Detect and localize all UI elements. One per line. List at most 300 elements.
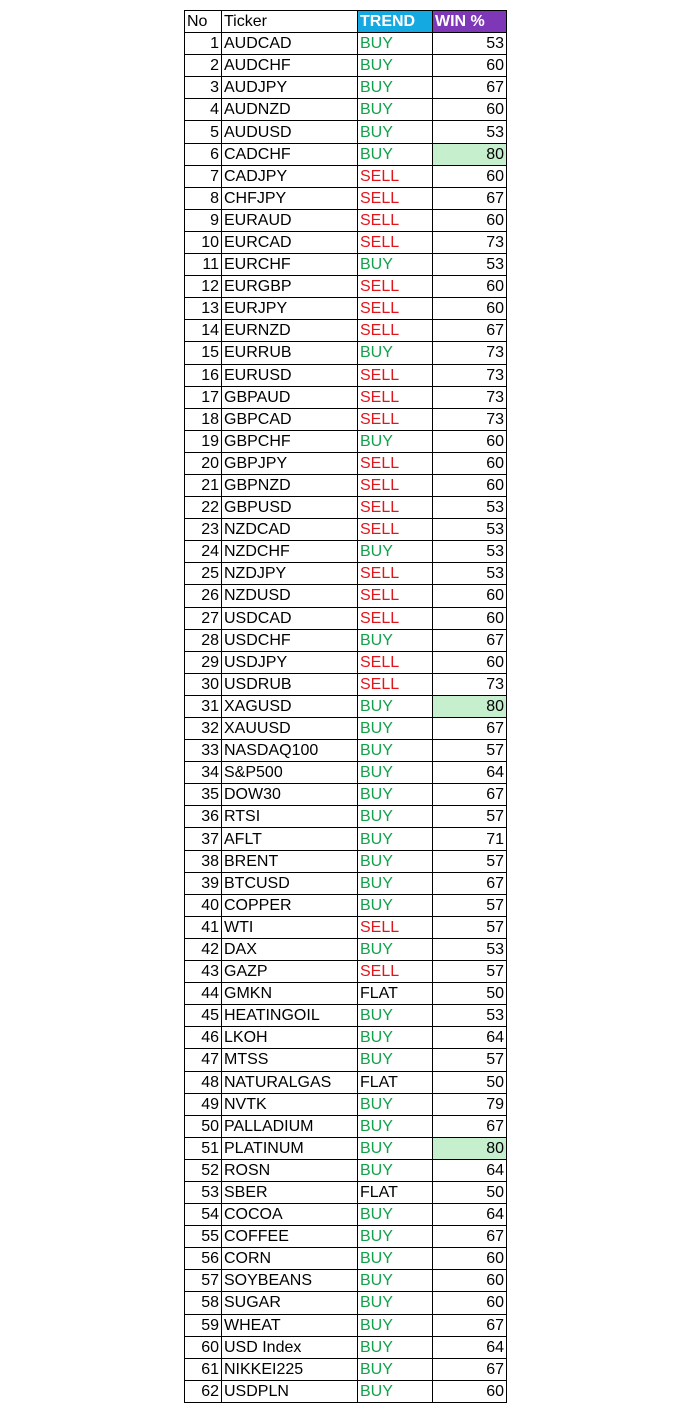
table-row — [185, 1270, 507, 1292]
table-row — [185, 850, 507, 872]
trend-cell: BUY — [358, 1226, 433, 1248]
win-percent-cell: 60 — [433, 55, 507, 77]
row-number: 49 — [185, 1093, 222, 1115]
trend-cell: BUY — [358, 1159, 433, 1181]
win-percent-cell: 67 — [433, 187, 507, 209]
win-percent-cell: 67 — [433, 320, 507, 342]
win-percent-cell: 73 — [433, 408, 507, 430]
trend-cell: SELL — [358, 386, 433, 408]
win-percent-cell: 73 — [433, 231, 507, 253]
table-row — [185, 452, 507, 474]
row-number: 32 — [185, 718, 222, 740]
win-percent-cell: 67 — [433, 1115, 507, 1137]
row-number: 20 — [185, 452, 222, 474]
row-number: 27 — [185, 607, 222, 629]
row-number: 44 — [185, 983, 222, 1005]
table-row — [185, 33, 507, 55]
trend-cell: SELL — [358, 651, 433, 673]
win-percent-cell: 60 — [433, 474, 507, 496]
row-number: 6 — [185, 143, 222, 165]
trend-cell: BUY — [358, 828, 433, 850]
win-percent-cell: 60 — [433, 430, 507, 452]
win-percent-cell: 67 — [433, 718, 507, 740]
trend-cell: SELL — [358, 961, 433, 983]
trend-cell: SELL — [358, 231, 433, 253]
ticker-cell: GBPCHF — [222, 430, 358, 452]
table-row — [185, 563, 507, 585]
table-row — [185, 187, 507, 209]
ticker-cell: AUDCHF — [222, 55, 358, 77]
win-percent-cell: 53 — [433, 121, 507, 143]
table-row — [185, 762, 507, 784]
win-percent-cell: 53 — [433, 541, 507, 563]
table-row — [185, 276, 507, 298]
ticker-cell: S&P500 — [222, 762, 358, 784]
row-number: 25 — [185, 563, 222, 585]
win-percent-cell: 57 — [433, 961, 507, 983]
trend-cell: SELL — [358, 474, 433, 496]
table-row — [185, 1027, 507, 1049]
ticker-cell: PALLADIUM — [222, 1115, 358, 1137]
ticker-cell: AUDJPY — [222, 77, 358, 99]
trend-cell: BUY — [358, 77, 433, 99]
table-row — [185, 806, 507, 828]
trend-cell: SELL — [358, 563, 433, 585]
ticker-cell: EURUSD — [222, 364, 358, 386]
ticker-cell: GBPUSD — [222, 497, 358, 519]
table-row — [185, 165, 507, 187]
row-number: 4 — [185, 99, 222, 121]
ticker-cell: COPPER — [222, 894, 358, 916]
trend-cell: BUY — [358, 1358, 433, 1380]
table-row — [185, 1049, 507, 1071]
table-row — [185, 364, 507, 386]
row-number: 46 — [185, 1027, 222, 1049]
trend-cell: SELL — [358, 320, 433, 342]
table-row — [185, 541, 507, 563]
win-percent-cell: 67 — [433, 77, 507, 99]
trend-cell: BUY — [358, 121, 433, 143]
trend-cell: SELL — [358, 452, 433, 474]
row-number: 61 — [185, 1358, 222, 1380]
table-row — [185, 408, 507, 430]
header-ticker: Ticker — [222, 11, 358, 33]
win-percent-cell: 73 — [433, 386, 507, 408]
row-number: 10 — [185, 231, 222, 253]
table-row — [185, 231, 507, 253]
win-percent-cell: 60 — [433, 1270, 507, 1292]
win-percent-cell: 60 — [433, 585, 507, 607]
trend-cell: BUY — [358, 629, 433, 651]
ticker-cell: GBPAUD — [222, 386, 358, 408]
win-percent-cell: 60 — [433, 651, 507, 673]
row-number: 42 — [185, 938, 222, 960]
trend-cell: BUY — [358, 1336, 433, 1358]
ticker-cell: WHEAT — [222, 1314, 358, 1336]
row-number: 2 — [185, 55, 222, 77]
table-row — [185, 1137, 507, 1159]
trend-cell: BUY — [358, 806, 433, 828]
win-percent-cell: 60 — [433, 1292, 507, 1314]
table-row — [185, 1358, 507, 1380]
trend-cell: BUY — [358, 1093, 433, 1115]
win-percent-cell: 57 — [433, 740, 507, 762]
table-row — [185, 320, 507, 342]
row-number: 53 — [185, 1181, 222, 1203]
table-row — [185, 651, 507, 673]
row-number: 24 — [185, 541, 222, 563]
win-percent-cell: 73 — [433, 364, 507, 386]
ticker-cell: GBPJPY — [222, 452, 358, 474]
row-number: 41 — [185, 916, 222, 938]
win-percent-cell: 60 — [433, 1248, 507, 1270]
trend-cell: BUY — [358, 850, 433, 872]
trend-cell: SELL — [358, 585, 433, 607]
ticker-cell: NASDAQ100 — [222, 740, 358, 762]
ticker-cell: DAX — [222, 938, 358, 960]
row-number: 22 — [185, 497, 222, 519]
row-number: 33 — [185, 740, 222, 762]
win-percent-cell: 60 — [433, 1380, 507, 1402]
row-number: 7 — [185, 165, 222, 187]
ticker-cell: COFFEE — [222, 1226, 358, 1248]
win-percent-cell: 60 — [433, 209, 507, 231]
win-percent-cell: 64 — [433, 1336, 507, 1358]
win-percent-cell: 60 — [433, 276, 507, 298]
win-percent-cell: 53 — [433, 1005, 507, 1027]
table-row — [185, 497, 507, 519]
table-row — [185, 519, 507, 541]
trend-cell: BUY — [358, 1204, 433, 1226]
row-number: 51 — [185, 1137, 222, 1159]
row-number: 14 — [185, 320, 222, 342]
row-number: 8 — [185, 187, 222, 209]
ticker-cell: USDRUB — [222, 673, 358, 695]
row-number: 55 — [185, 1226, 222, 1248]
trend-cell: BUY — [358, 33, 433, 55]
trend-cell: BUY — [358, 99, 433, 121]
ticker-cell: EURNZD — [222, 320, 358, 342]
ticker-cell: GBPCAD — [222, 408, 358, 430]
win-percent-cell: 73 — [433, 673, 507, 695]
header-win-percent: WIN % — [433, 11, 507, 33]
win-percent-cell: 67 — [433, 629, 507, 651]
trend-cell: BUY — [358, 1248, 433, 1270]
ticker-cell: USDJPY — [222, 651, 358, 673]
row-number: 30 — [185, 673, 222, 695]
win-percent-cell: 60 — [433, 607, 507, 629]
trend-cell: BUY — [358, 1027, 433, 1049]
row-number: 62 — [185, 1380, 222, 1402]
table-row — [185, 784, 507, 806]
win-percent-cell: 80 — [433, 143, 507, 165]
trend-cell: SELL — [358, 187, 433, 209]
win-percent-cell: 57 — [433, 894, 507, 916]
table-row — [185, 673, 507, 695]
trend-cell: BUY — [358, 1270, 433, 1292]
ticker-cell: MTSS — [222, 1049, 358, 1071]
trend-cell: BUY — [358, 1292, 433, 1314]
win-percent-cell: 53 — [433, 938, 507, 960]
row-number: 18 — [185, 408, 222, 430]
header-no: No — [185, 11, 222, 33]
trend-cell: SELL — [358, 209, 433, 231]
trend-cell: BUY — [358, 718, 433, 740]
table-row — [185, 1181, 507, 1203]
win-percent-cell: 79 — [433, 1093, 507, 1115]
win-percent-cell: 60 — [433, 298, 507, 320]
row-number: 34 — [185, 762, 222, 784]
trend-cell: BUY — [358, 541, 433, 563]
ticker-cell: WTI — [222, 916, 358, 938]
row-number: 28 — [185, 629, 222, 651]
table-row — [185, 1248, 507, 1270]
table-row — [185, 1115, 507, 1137]
win-percent-cell: 53 — [433, 33, 507, 55]
table-row — [185, 342, 507, 364]
trend-cell: SELL — [358, 607, 433, 629]
win-percent-cell: 53 — [433, 497, 507, 519]
ticker-cell: XAUUSD — [222, 718, 358, 740]
table-row — [185, 1380, 507, 1402]
table-row — [185, 254, 507, 276]
row-number: 31 — [185, 695, 222, 717]
row-number: 37 — [185, 828, 222, 850]
win-percent-cell: 64 — [433, 1204, 507, 1226]
trend-cell: SELL — [358, 165, 433, 187]
trend-cell: SELL — [358, 673, 433, 695]
row-number: 45 — [185, 1005, 222, 1027]
trend-cell: SELL — [358, 519, 433, 541]
ticker-cell: LKOH — [222, 1027, 358, 1049]
trend-cell: BUY — [358, 254, 433, 276]
table-row — [185, 1314, 507, 1336]
row-number: 26 — [185, 585, 222, 607]
row-number: 23 — [185, 519, 222, 541]
ticker-cell: AFLT — [222, 828, 358, 850]
trend-cell: BUY — [358, 784, 433, 806]
ticker-cell: NZDUSD — [222, 585, 358, 607]
row-number: 13 — [185, 298, 222, 320]
table-row — [185, 77, 507, 99]
row-number: 21 — [185, 474, 222, 496]
ticker-cell: AUDCAD — [222, 33, 358, 55]
row-number: 36 — [185, 806, 222, 828]
ticker-cell: CADJPY — [222, 165, 358, 187]
trend-cell: BUY — [358, 695, 433, 717]
ticker-cell: GAZP — [222, 961, 358, 983]
trend-cell: BUY — [358, 143, 433, 165]
table-row — [185, 1071, 507, 1093]
row-number: 39 — [185, 872, 222, 894]
ticker-cell: EURRUB — [222, 342, 358, 364]
trend-cell: SELL — [358, 408, 433, 430]
trend-cell: FLAT — [358, 1071, 433, 1093]
trend-cell: BUY — [358, 1137, 433, 1159]
ticker-cell: COCOA — [222, 1204, 358, 1226]
win-percent-cell: 60 — [433, 99, 507, 121]
row-number: 19 — [185, 430, 222, 452]
win-percent-cell: 57 — [433, 806, 507, 828]
trend-cell: FLAT — [358, 1181, 433, 1203]
row-number: 50 — [185, 1115, 222, 1137]
trend-cell: SELL — [358, 276, 433, 298]
win-percent-cell: 64 — [433, 1027, 507, 1049]
ticker-cell: BRENT — [222, 850, 358, 872]
win-percent-cell: 80 — [433, 695, 507, 717]
table-row — [185, 740, 507, 762]
header-row — [185, 11, 507, 33]
table-row — [185, 1093, 507, 1115]
ticker-cell: NIKKEI225 — [222, 1358, 358, 1380]
win-percent-cell: 53 — [433, 519, 507, 541]
ticker-cell: SOYBEANS — [222, 1270, 358, 1292]
win-percent-cell: 64 — [433, 1159, 507, 1181]
ticker-cell: PLATINUM — [222, 1137, 358, 1159]
row-number: 59 — [185, 1314, 222, 1336]
trend-cell: BUY — [358, 1049, 433, 1071]
table-row — [185, 916, 507, 938]
row-number: 47 — [185, 1049, 222, 1071]
win-percent-cell: 71 — [433, 828, 507, 850]
trend-cell: BUY — [358, 762, 433, 784]
trend-cell: SELL — [358, 916, 433, 938]
table-row — [185, 55, 507, 77]
row-number: 35 — [185, 784, 222, 806]
row-number: 54 — [185, 1204, 222, 1226]
table-row — [185, 1226, 507, 1248]
win-percent-cell: 67 — [433, 1226, 507, 1248]
row-number: 5 — [185, 121, 222, 143]
ticker-cell: AUDUSD — [222, 121, 358, 143]
ticker-cell: USDCHF — [222, 629, 358, 651]
ticker-cell: EURCAD — [222, 231, 358, 253]
win-percent-cell: 73 — [433, 342, 507, 364]
table-row — [185, 718, 507, 740]
ticker-cell: GBPNZD — [222, 474, 358, 496]
ticker-cell: SUGAR — [222, 1292, 358, 1314]
win-percent-cell: 57 — [433, 1049, 507, 1071]
table-row — [185, 474, 507, 496]
row-number: 9 — [185, 209, 222, 231]
ticker-cell: ROSN — [222, 1159, 358, 1181]
row-number: 1 — [185, 33, 222, 55]
ticker-cell: USDPLN — [222, 1380, 358, 1402]
trend-cell: BUY — [358, 938, 433, 960]
table-row — [185, 828, 507, 850]
row-number: 58 — [185, 1292, 222, 1314]
table-row — [185, 894, 507, 916]
row-number: 40 — [185, 894, 222, 916]
row-number: 29 — [185, 651, 222, 673]
ticker-cell: DOW30 — [222, 784, 358, 806]
win-percent-cell: 60 — [433, 165, 507, 187]
win-percent-cell: 57 — [433, 916, 507, 938]
table-row — [185, 607, 507, 629]
trend-cell: BUY — [358, 872, 433, 894]
table-row — [185, 143, 507, 165]
ticker-cell: RTSI — [222, 806, 358, 828]
table-row — [185, 961, 507, 983]
ticker-cell: CADCHF — [222, 143, 358, 165]
win-percent-cell: 67 — [433, 1358, 507, 1380]
ticker-cell: NZDCAD — [222, 519, 358, 541]
row-number: 48 — [185, 1071, 222, 1093]
trend-cell: BUY — [358, 342, 433, 364]
ticker-cell: NATURALGAS — [222, 1071, 358, 1093]
table-row — [185, 121, 507, 143]
ticker-cell: EURJPY — [222, 298, 358, 320]
win-percent-cell: 67 — [433, 872, 507, 894]
row-number: 60 — [185, 1336, 222, 1358]
row-number: 3 — [185, 77, 222, 99]
win-percent-cell: 80 — [433, 1137, 507, 1159]
table-row — [185, 872, 507, 894]
header-trend: TREND — [358, 11, 433, 33]
trend-cell: SELL — [358, 364, 433, 386]
ticker-cell: EURGBP — [222, 276, 358, 298]
win-percent-cell: 67 — [433, 1314, 507, 1336]
ticker-cell: BTCUSD — [222, 872, 358, 894]
row-number: 12 — [185, 276, 222, 298]
table-row — [185, 430, 507, 452]
ticker-cell: AUDNZD — [222, 99, 358, 121]
table-row — [185, 209, 507, 231]
ticker-cell: SBER — [222, 1181, 358, 1203]
row-number: 17 — [185, 386, 222, 408]
table-row — [185, 585, 507, 607]
ticker-cell: USDCAD — [222, 607, 358, 629]
trend-cell: BUY — [358, 1380, 433, 1402]
ticker-cell: NVTK — [222, 1093, 358, 1115]
row-number: 43 — [185, 961, 222, 983]
win-percent-cell: 60 — [433, 452, 507, 474]
table-row — [185, 695, 507, 717]
row-number: 11 — [185, 254, 222, 276]
row-number: 57 — [185, 1270, 222, 1292]
table-row — [185, 938, 507, 960]
win-percent-cell: 53 — [433, 563, 507, 585]
ticker-cell: USD Index — [222, 1336, 358, 1358]
trend-cell: SELL — [358, 298, 433, 320]
trend-cell: BUY — [358, 55, 433, 77]
table-row — [185, 1292, 507, 1314]
row-number: 15 — [185, 342, 222, 364]
win-percent-cell: 57 — [433, 850, 507, 872]
row-number: 38 — [185, 850, 222, 872]
ticker-cell: XAGUSD — [222, 695, 358, 717]
row-number: 56 — [185, 1248, 222, 1270]
trend-table — [184, 10, 507, 1403]
trend-cell: BUY — [358, 1314, 433, 1336]
table-row — [185, 629, 507, 651]
win-percent-cell: 64 — [433, 762, 507, 784]
table-row — [185, 1204, 507, 1226]
table-row — [185, 1159, 507, 1181]
ticker-cell: EURCHF — [222, 254, 358, 276]
ticker-cell: NZDCHF — [222, 541, 358, 563]
ticker-cell: NZDJPY — [222, 563, 358, 585]
table-row — [185, 298, 507, 320]
ticker-cell: HEATINGOIL — [222, 1005, 358, 1027]
win-percent-cell: 50 — [433, 1181, 507, 1203]
ticker-cell: EURAUD — [222, 209, 358, 231]
ticker-cell: CORN — [222, 1248, 358, 1270]
win-percent-cell: 67 — [433, 784, 507, 806]
table-row — [185, 983, 507, 1005]
trend-cell: FLAT — [358, 983, 433, 1005]
table-row — [185, 386, 507, 408]
